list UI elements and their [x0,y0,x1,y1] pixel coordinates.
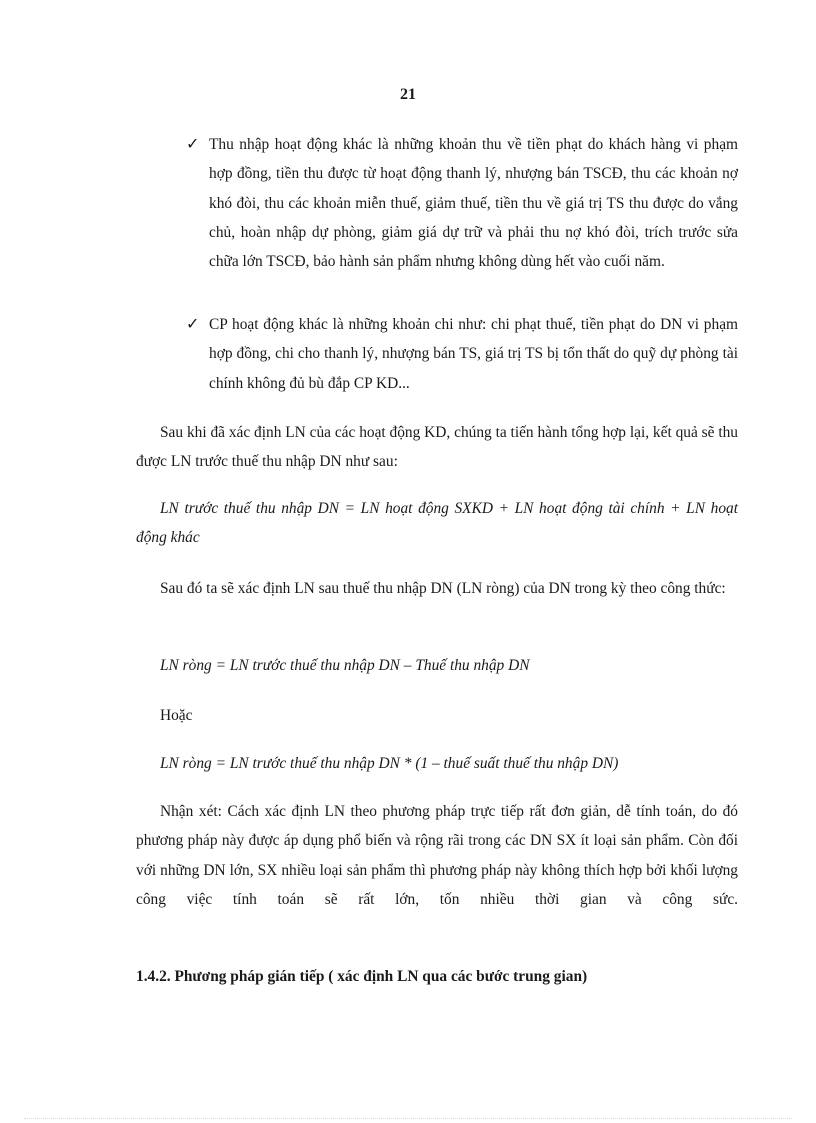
formula-net-profit-rate: LN ròng = LN trước thuế thu nhập DN * (1 – thuế suất thuế thu nhập DN) [160,755,619,772]
page-bottom-rule [24,1118,792,1119]
paragraph-net-profit-intro: Sau đó ta sẽ xác định LN sau thuế thu nhập DN (LN ròng) của DN trong kỳ theo công thức: [160,580,726,597]
checkmark-icon: ✓ [186,136,200,153]
section-heading: 1.4.2. Phương pháp gián tiếp ( xác định LN qua các bước trung gian) [136,968,588,985]
paragraph-summary: Sau khi đã xác định LN của các hoạt động KD, chúng ta tiến hành tổng hợp lại, kết quả sẽ thu được LN trước thuế thu nhập DN như sau: [136,424,738,471]
bullet-item-other-costs [186,310,738,398]
paragraph-remark: Nhận xét: Cách xác định LN theo phương pháp trực tiếp rất đơn giản, dễ tính toán, do đó phương pháp này được áp dụng phổ biến và rộng rãi trong các DN SX ít loại sản phẩm. Còn đối với những DN lớn, SX nhiều loại sản phẩm thì phương pháp này không thích hợp bởi khối lượng công việc tính toán sẽ rất lớn, tốn nhiều thời gian và công sức. [136,803,738,908]
formula-profit-before-tax: LN trước thuế thu nhập DN = LN hoạt động SXKD + LN hoạt động tài chính + LN hoạt động khác [136,500,738,547]
bullet-text: CP hoạt động khác là những khoản chi như: chi phạt thuế, tiền phạt do DN vi phạm hợp đồng, chi cho thanh lý, nhượng bán TS, giá trị TS bị tổn thất do quỹ dự phòng tài chính không đủ bù đắp CP KD... [209,316,738,392]
checkmark-icon: ✓ [186,316,200,333]
page-number: 21 [400,86,416,103]
formula-net-profit: LN ròng = LN trước thuế thu nhập DN – Thuế thu nhập DN [160,657,530,674]
or-text: Hoặc [160,707,193,724]
bullet-text: Thu nhập hoạt động khác là những khoản thu về tiền phạt do khách hàng vi phạm hợp đồng, tiền thu được từ hoạt động thanh lý, nhượng bán TSCĐ, thu các khoản nợ khó đòi, thu các khoản miễn thuế, giảm thuế, tiền thu về giá trị TS thu được do vắng chủ, hoàn nhập dự phòng, giảm giá dự trữ và phải thu nợ khó đòi, trích trước sửa chữa lớn TSCĐ, bảo hành sản phẩm nhưng không dùng hết vào cuối năm. [209,136,738,271]
bullet-item-other-income [186,130,738,276]
